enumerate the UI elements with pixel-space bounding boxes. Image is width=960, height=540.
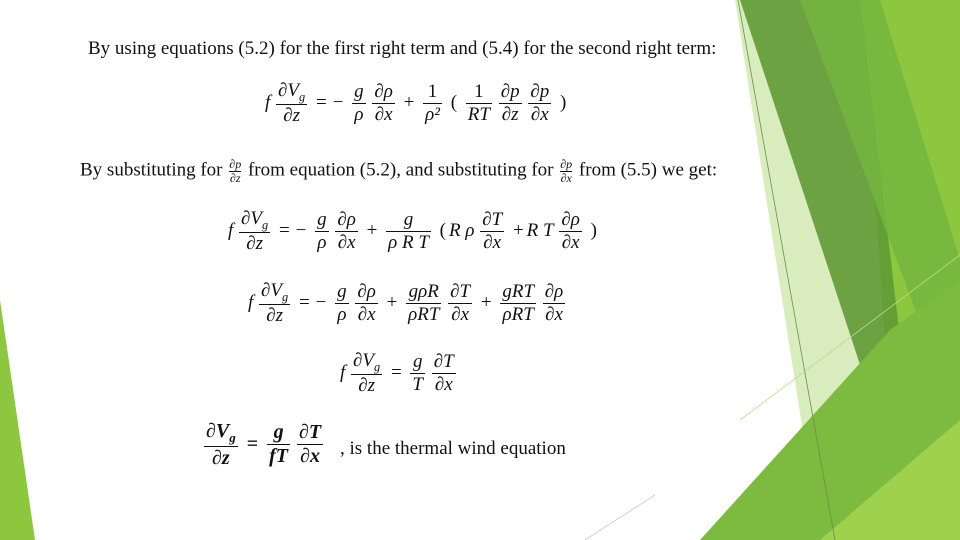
- substitution-text: By substituting for $\frac{\partial p}{\partial z}$ from equation (5.2), and substituting for $\frac{\partial p}{\partial x}$ from (5.5) we get:: [80, 157, 718, 185]
- equation-2: f $\frac{\partial V_g}{\partial z}$ = − $\frac{g}{\rho}$ $\frac{\partial\rho}{\partial x}$ + $\frac{g}{\text{ρ R T}}$ ( R ρ $\frac{\partial T}{\partial x}$ + R T $\frac{\partial\rho}{\partial x}$ ): [228, 208, 597, 254]
- deco-line-3: [585, 495, 655, 540]
- thermal-wind-label: , is the thermal wind equation: [340, 438, 566, 459]
- thermal-wind-equation: $\frac{\partial V_g}{\partial z}$ = $\frac{g}{fT}$ $\frac{\partial T}{\partial x}$: [206, 420, 322, 469]
- deco-left-strip: [0, 300, 35, 540]
- equation-1: f $\frac{\partial V_g}{\partial z}$ = − $\frac{g}{\rho}$ $\frac{\partial\rho}{\partial x}$ + $\frac{1}{\text{ρ²}}$ ( $\frac{1}{RT}$ $\frac{\partial p}{\partial z}$ $\frac{\partial p}{\partial x}$ ): [265, 80, 567, 126]
- equation-4: f $\frac{\partial V_g}{\partial z}$ = $\frac{g}{T}$ $\frac{\partial T}{\partial x}$: [340, 350, 454, 396]
- intro-text: By using equations (5.2) for the first right term and (5.4) for the second right term:: [88, 38, 717, 59]
- equation-3: f $\frac{\partial V_g}{\partial z}$ = − $\frac{g}{\rho}$ $\frac{\partial\rho}{\partial x}$ + $\frac{\text{gρR}}{\text{ρRT}}$ $\frac{\partial T}{\partial x}$ + $\frac{\text{gRT}}{\text{ρRT}}$ $\frac{\partial\rho}{\partial x}$: [248, 280, 564, 326]
